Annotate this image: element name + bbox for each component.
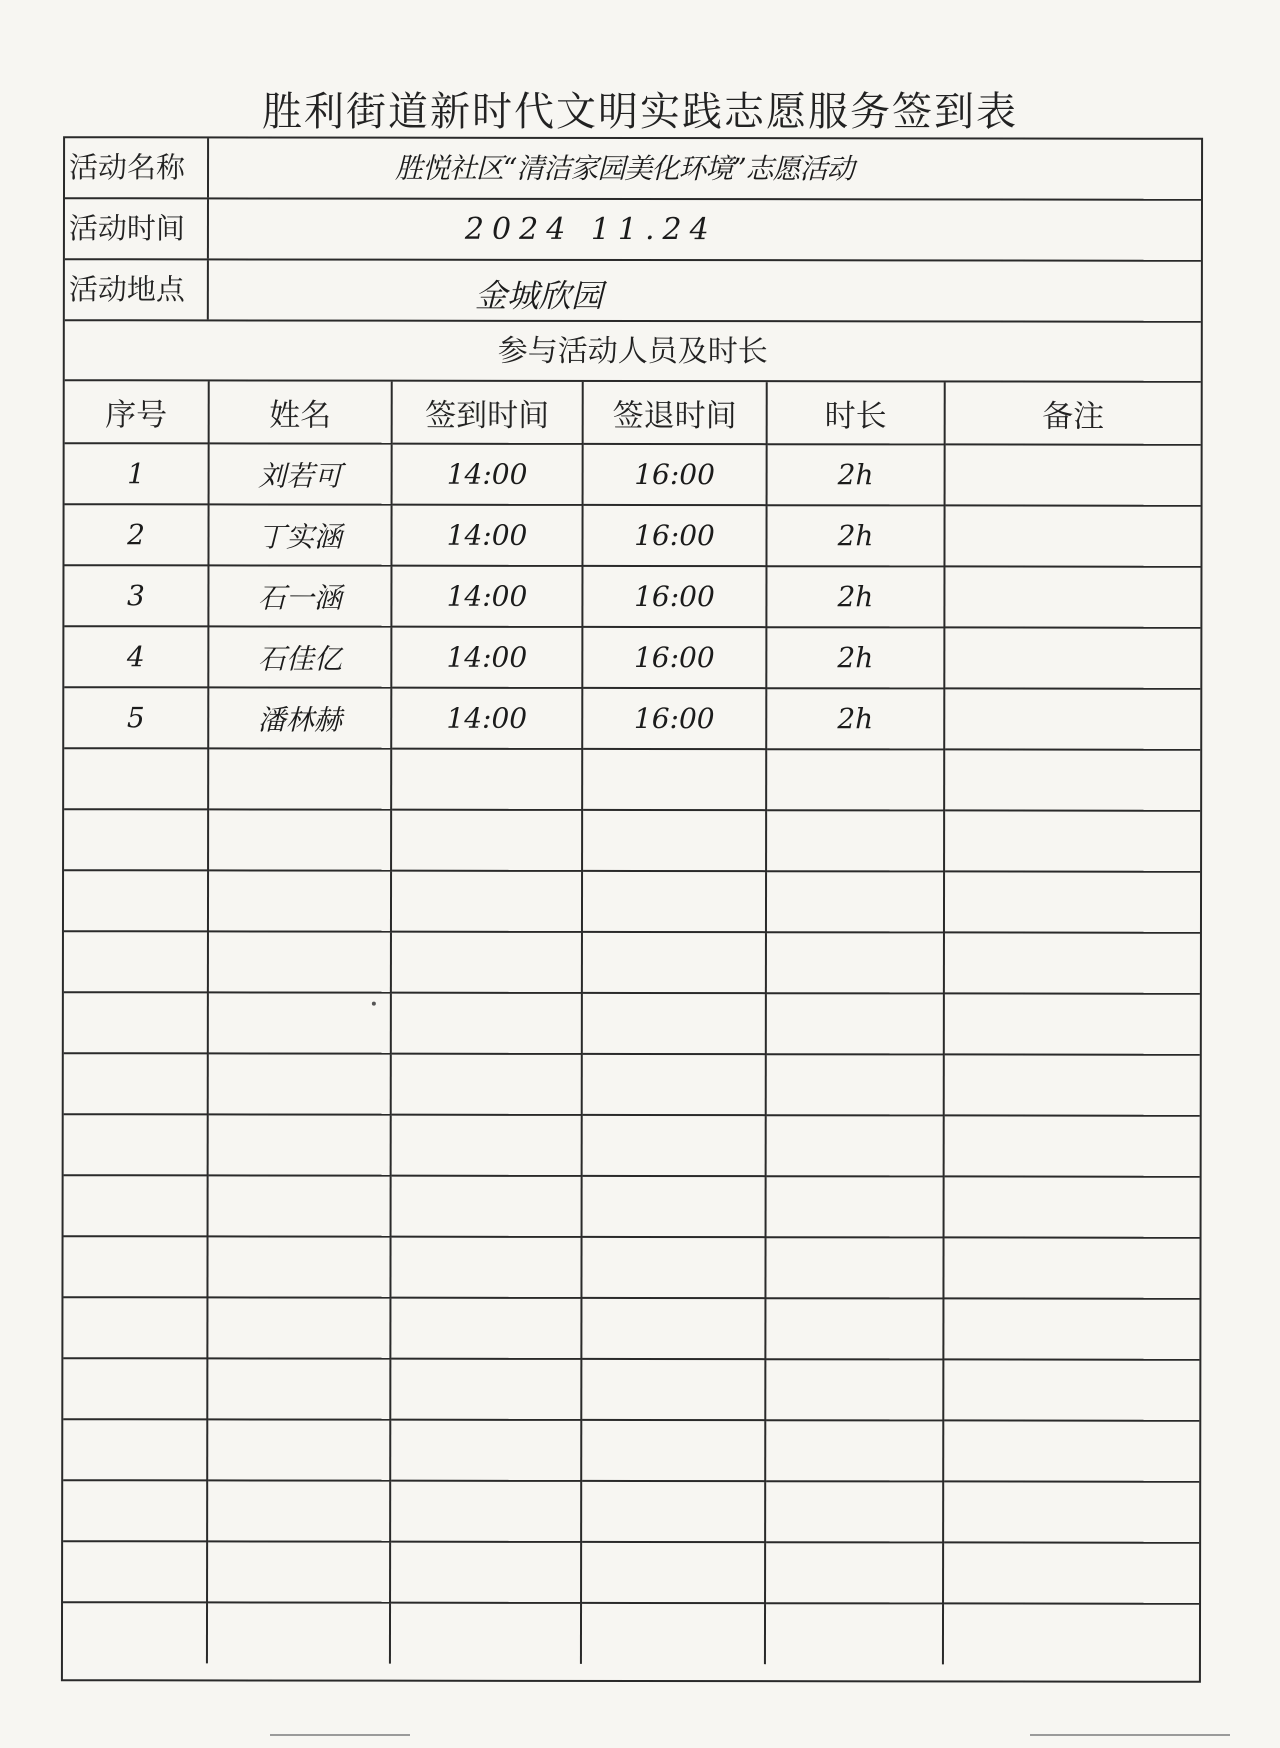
empty-table-row	[63, 1358, 1199, 1421]
empty-cell	[766, 932, 944, 993]
row-no: 5	[64, 687, 208, 748]
empty-cell	[63, 1297, 207, 1358]
row-duration: 2h	[766, 566, 944, 627]
activity-name-value: 胜悦社区“清洁家园美化环境”志愿活动	[395, 151, 854, 186]
empty-cell	[64, 1114, 208, 1175]
empty-table-row	[63, 1419, 1199, 1482]
empty-cell	[390, 1420, 581, 1481]
empty-cell	[207, 1541, 390, 1602]
row-name: 潘林赫	[208, 687, 391, 748]
empty-cell	[943, 1481, 1199, 1542]
empty-table-row	[64, 1114, 1200, 1177]
empty-cell	[944, 932, 1200, 993]
empty-cell	[766, 749, 944, 810]
empty-cell	[391, 1176, 582, 1237]
empty-cell	[943, 1603, 1199, 1664]
empty-cell	[943, 1420, 1199, 1481]
attendance-table	[63, 381, 1201, 1665]
row-name: 石一涵	[208, 565, 391, 626]
empty-table-row	[64, 748, 1200, 811]
empty-cell	[765, 1420, 943, 1481]
empty-cell	[207, 1602, 390, 1663]
row-note	[944, 566, 1200, 627]
empty-cell	[943, 1359, 1199, 1420]
row-note	[945, 444, 1201, 505]
empty-cell	[766, 1054, 944, 1115]
empty-cell	[944, 993, 1200, 1054]
header-duration: 时长	[767, 382, 945, 444]
empty-cell	[765, 1237, 943, 1298]
empty-cell	[390, 1298, 581, 1359]
row-note	[944, 505, 1200, 566]
activity-time-row	[65, 199, 1201, 262]
table-row	[64, 626, 1200, 689]
row-sign-in: 14:00	[392, 444, 583, 505]
empty-cell	[64, 992, 208, 1053]
empty-cell	[391, 749, 582, 810]
empty-cell	[390, 1603, 581, 1664]
empty-table-row	[63, 1297, 1199, 1360]
empty-cell	[581, 1237, 765, 1298]
empty-cell	[582, 749, 766, 810]
empty-cell	[582, 1176, 766, 1237]
row-sign-in: 14:00	[391, 505, 582, 566]
empty-table-row	[63, 1480, 1199, 1543]
row-duration: 2h	[766, 688, 944, 749]
empty-cell	[64, 870, 208, 931]
empty-cell	[390, 1481, 581, 1542]
empty-cell	[765, 1603, 943, 1664]
empty-cell	[582, 1115, 766, 1176]
empty-cell	[582, 993, 766, 1054]
empty-cell	[944, 1054, 1200, 1115]
empty-cell	[63, 1236, 207, 1297]
empty-cell	[391, 1054, 582, 1115]
bottom-edge-mark	[1030, 1734, 1230, 1736]
empty-cell	[944, 1176, 1200, 1237]
activity-name-row	[65, 138, 1201, 201]
empty-cell	[944, 871, 1200, 932]
row-sign-out: 16:00	[582, 627, 766, 688]
header-name: 姓名	[209, 381, 392, 443]
empty-cell	[766, 871, 944, 932]
empty-cell	[582, 932, 766, 993]
row-sign-in: 14:00	[391, 627, 582, 688]
empty-cell	[391, 932, 582, 993]
empty-table-row	[63, 1602, 1199, 1665]
empty-cell	[391, 993, 582, 1054]
table-row	[64, 565, 1200, 628]
empty-cell	[943, 1542, 1199, 1603]
empty-cell	[944, 1115, 1200, 1176]
row-name: 刘若可	[209, 443, 392, 504]
empty-table-row	[64, 1053, 1200, 1116]
header-no: 序号	[65, 381, 209, 443]
empty-cell	[943, 1298, 1199, 1359]
row-no: 1	[65, 443, 209, 504]
empty-cell	[64, 931, 208, 992]
row-sign-in: 14:00	[391, 566, 582, 627]
header-sign-in: 签到时间	[392, 382, 583, 444]
empty-table-row	[64, 809, 1200, 872]
row-duration: 2h	[766, 627, 944, 688]
empty-table-row	[63, 1236, 1199, 1299]
empty-cell	[208, 1175, 391, 1236]
activity-time-label: 活动时间	[65, 199, 209, 258]
empty-cell	[391, 810, 582, 871]
empty-cell	[391, 871, 582, 932]
empty-cell	[766, 1176, 944, 1237]
header-sign-out: 签退时间	[583, 382, 767, 444]
empty-cell	[208, 809, 391, 870]
empty-table-row	[64, 1175, 1200, 1238]
empty-table-row	[64, 992, 1200, 1055]
empty-cell	[64, 809, 208, 870]
empty-cell	[581, 1359, 765, 1420]
empty-cell	[208, 870, 391, 931]
table-header-row	[65, 381, 1201, 445]
row-sign-in: 14:00	[391, 688, 582, 749]
row-no: 2	[64, 504, 208, 565]
row-duration: 2h	[767, 444, 945, 505]
table-row	[64, 504, 1200, 567]
empty-cell	[207, 1358, 390, 1419]
empty-cell	[390, 1237, 581, 1298]
row-no: 4	[64, 626, 208, 687]
empty-cell	[944, 810, 1200, 871]
empty-cell	[766, 1115, 944, 1176]
row-sign-out: 16:00	[582, 505, 766, 566]
empty-table-row	[63, 1541, 1199, 1604]
row-name: 石佳亿	[208, 626, 391, 687]
bottom-edge-mark	[270, 1734, 410, 1736]
empty-cell	[207, 1480, 390, 1541]
activity-place-value: 金城欣园	[474, 276, 603, 315]
row-duration: 2h	[766, 505, 944, 566]
empty-cell	[766, 810, 944, 871]
row-sign-out: 16:00	[582, 688, 766, 749]
empty-cell	[766, 993, 944, 1054]
sign-in-form	[61, 136, 1203, 1683]
table-row	[64, 687, 1200, 750]
row-no: 3	[64, 565, 208, 626]
empty-cell	[64, 1053, 208, 1114]
empty-cell	[765, 1298, 943, 1359]
empty-cell	[581, 1542, 765, 1603]
empty-cell	[391, 1115, 582, 1176]
empty-cell	[581, 1298, 765, 1359]
empty-cell	[582, 1054, 766, 1115]
empty-cell	[207, 1236, 390, 1297]
empty-table-row	[64, 931, 1200, 994]
activity-place-label: 活动地点	[65, 260, 209, 319]
activity-name-label: 活动名称	[65, 138, 209, 197]
empty-cell	[63, 1419, 207, 1480]
empty-cell	[582, 810, 766, 871]
empty-cell	[581, 1481, 765, 1542]
ink-dot	[372, 1002, 376, 1006]
activity-time-value: 2024 11.24	[464, 211, 717, 248]
empty-cell	[207, 1419, 390, 1480]
form-title: 胜利街道新时代文明实践志愿服务签到表	[262, 89, 1018, 135]
empty-cell	[63, 1602, 207, 1663]
empty-cell	[63, 1480, 207, 1541]
empty-cell	[208, 748, 391, 809]
empty-cell	[581, 1603, 765, 1664]
empty-cell	[944, 749, 1200, 810]
empty-cell	[765, 1542, 943, 1603]
row-sign-out: 16:00	[582, 566, 766, 627]
empty-cell	[64, 748, 208, 809]
row-sign-out: 16:00	[583, 444, 767, 505]
empty-cell	[64, 1175, 208, 1236]
empty-cell	[390, 1542, 581, 1603]
header-note: 备注	[945, 382, 1201, 444]
empty-cell	[581, 1420, 765, 1481]
empty-cell	[765, 1359, 943, 1420]
row-note	[944, 688, 1200, 749]
empty-cell	[582, 871, 766, 932]
empty-cell	[208, 1114, 391, 1175]
empty-table-row	[64, 870, 1200, 933]
table-row	[65, 443, 1201, 506]
empty-cell	[390, 1359, 581, 1420]
empty-cell	[63, 1358, 207, 1419]
activity-place-row	[65, 260, 1201, 323]
empty-cell	[208, 1053, 391, 1114]
empty-cell	[208, 931, 391, 992]
row-note	[944, 627, 1200, 688]
empty-cell	[63, 1541, 207, 1602]
empty-cell	[208, 992, 391, 1053]
empty-cell	[765, 1481, 943, 1542]
row-name: 丁实涵	[208, 504, 391, 565]
section-header: 参与活动人员及时长	[65, 321, 1201, 383]
empty-cell	[207, 1297, 390, 1358]
empty-cell	[943, 1237, 1199, 1298]
